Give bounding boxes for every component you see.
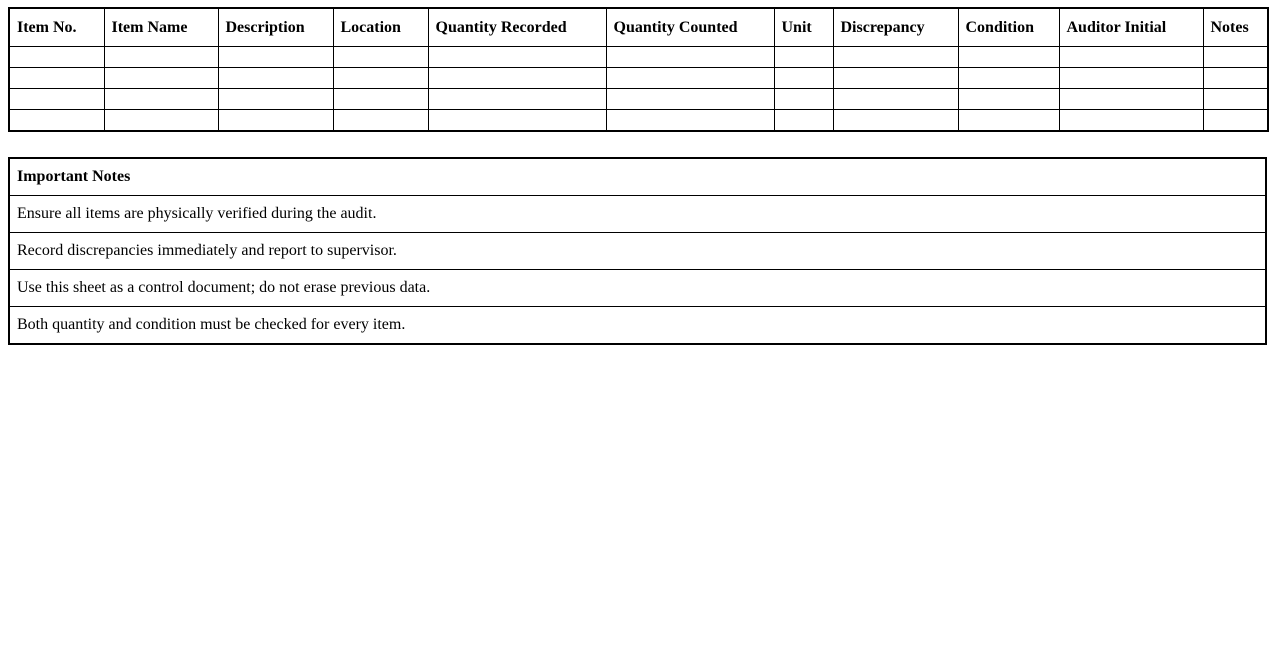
audit-cell-empty[interactable] xyxy=(428,110,606,132)
audit-cell-empty[interactable] xyxy=(833,47,958,68)
note-item: Record discrepancies immediately and report to supervisor. xyxy=(9,233,1266,270)
audit-cell-empty[interactable] xyxy=(1203,47,1268,68)
column-header-description: Description xyxy=(218,8,333,47)
audit-cell-empty[interactable] xyxy=(958,68,1059,89)
audit-cell-empty[interactable] xyxy=(1203,89,1268,110)
audit-cell-empty[interactable] xyxy=(333,68,428,89)
column-header-item-name: Item Name xyxy=(104,8,218,47)
column-header-quantity-recorded: Quantity Recorded xyxy=(428,8,606,47)
column-header-auditor-initial: Auditor Initial xyxy=(1059,8,1203,47)
audit-cell-empty[interactable] xyxy=(958,110,1059,132)
note-row xyxy=(9,307,1266,345)
audit-cell-empty[interactable] xyxy=(774,68,833,89)
audit-cell-empty[interactable] xyxy=(833,68,958,89)
column-header-notes: Notes xyxy=(1203,8,1268,47)
notes-title-row xyxy=(9,158,1266,196)
audit-cell-empty[interactable] xyxy=(333,89,428,110)
audit-cell-empty[interactable] xyxy=(606,110,774,132)
audit-table-row xyxy=(9,89,1268,110)
column-header-item-no: Item No. xyxy=(9,8,104,47)
audit-cell-empty[interactable] xyxy=(833,110,958,132)
audit-cell-empty[interactable] xyxy=(774,89,833,110)
audit-cell-empty[interactable] xyxy=(333,47,428,68)
audit-cell-empty[interactable] xyxy=(606,68,774,89)
audit-cell-empty[interactable] xyxy=(104,89,218,110)
audit-cell-empty[interactable] xyxy=(833,89,958,110)
audit-cell-empty[interactable] xyxy=(1059,110,1203,132)
column-header-discrepancy: Discrepancy xyxy=(833,8,958,47)
audit-cell-empty[interactable] xyxy=(428,89,606,110)
audit-table-body xyxy=(9,47,1268,132)
audit-table-row xyxy=(9,110,1268,132)
audit-table-row xyxy=(9,47,1268,68)
audit-cell-empty[interactable] xyxy=(104,68,218,89)
audit-cell-empty[interactable] xyxy=(958,47,1059,68)
important-notes-table xyxy=(8,157,1267,345)
audit-cell-empty[interactable] xyxy=(218,47,333,68)
audit-cell-empty[interactable] xyxy=(1059,89,1203,110)
column-header-unit: Unit xyxy=(774,8,833,47)
audit-cell-empty[interactable] xyxy=(218,68,333,89)
audit-cell-empty[interactable] xyxy=(9,89,104,110)
audit-cell-empty[interactable] xyxy=(1059,68,1203,89)
inventory-audit-table xyxy=(8,7,1269,132)
audit-cell-empty[interactable] xyxy=(218,110,333,132)
audit-cell-empty[interactable] xyxy=(774,110,833,132)
audit-cell-empty[interactable] xyxy=(428,47,606,68)
column-header-quantity-counted: Quantity Counted xyxy=(606,8,774,47)
column-header-condition: Condition xyxy=(958,8,1059,47)
audit-cell-empty[interactable] xyxy=(9,68,104,89)
note-row xyxy=(9,233,1266,270)
audit-cell-empty[interactable] xyxy=(104,47,218,68)
audit-cell-empty[interactable] xyxy=(333,110,428,132)
column-header-location: Location xyxy=(333,8,428,47)
audit-cell-empty[interactable] xyxy=(958,89,1059,110)
audit-cell-empty[interactable] xyxy=(1203,110,1268,132)
audit-cell-empty[interactable] xyxy=(1203,68,1268,89)
audit-cell-empty[interactable] xyxy=(9,47,104,68)
audit-cell-empty[interactable] xyxy=(1059,47,1203,68)
audit-header-row xyxy=(9,8,1268,47)
note-item: Use this sheet as a control document; do not erase previous data. xyxy=(9,270,1266,307)
note-item: Both quantity and condition must be checked for every item. xyxy=(9,307,1266,345)
audit-cell-empty[interactable] xyxy=(606,89,774,110)
important-notes-title: Important Notes xyxy=(9,158,1266,196)
audit-cell-empty[interactable] xyxy=(428,68,606,89)
note-row xyxy=(9,270,1266,307)
audit-table-row xyxy=(9,68,1268,89)
note-item: Ensure all items are physically verified during the audit. xyxy=(9,196,1266,233)
audit-cell-empty[interactable] xyxy=(606,47,774,68)
audit-cell-empty[interactable] xyxy=(774,47,833,68)
audit-cell-empty[interactable] xyxy=(9,110,104,132)
audit-cell-empty[interactable] xyxy=(218,89,333,110)
audit-cell-empty[interactable] xyxy=(104,110,218,132)
note-row xyxy=(9,196,1266,233)
